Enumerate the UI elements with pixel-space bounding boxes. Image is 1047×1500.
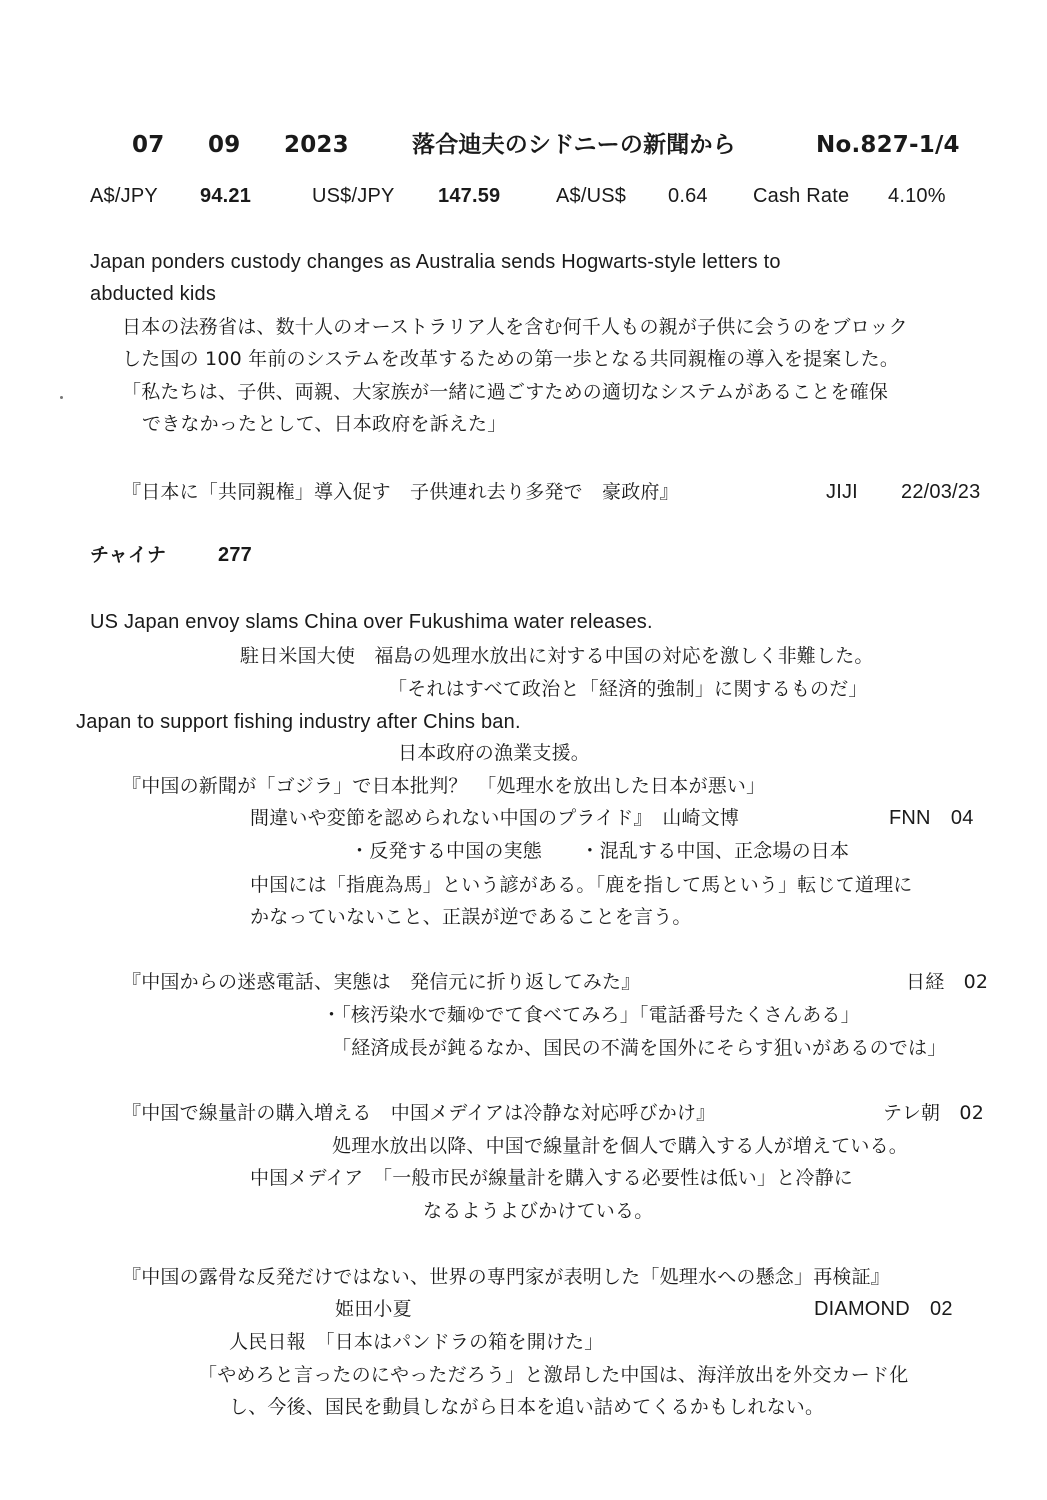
article2-jp-line1: 駐日米国大使 福島の処理水放出に対する中国の対応を激しく非難した。 (240, 645, 874, 667)
rate-usd-jpy-label: US$/JPY (312, 185, 395, 207)
article4-line2: 「経済成長が鈍るなか、国民の不満を国外にそらす狙いがあるのでは」 (332, 1037, 947, 1059)
article3-bullets: ・反発する中国の実態 ・混乱する中国、正念場の日本 (350, 840, 850, 862)
article5-line2: 中国メデイア 「一般市民が線量計を購入する必要性は低い」と冷静に (250, 1167, 854, 1189)
article4-source: 日経 02 (906, 971, 989, 993)
article2-en-line2: Japan to support fishing industry after Chins ban. (76, 711, 521, 733)
header-issue-number: No.827-1/4 (816, 132, 960, 158)
header-title: 落合迪夫のシドニーの新聞から (412, 132, 736, 158)
article1-headline-line2: abducted kids (90, 283, 217, 305)
article2-jp-line3: 日本政府の漁業支援。 (398, 742, 591, 764)
rate-aud-jpy-label: A$/JPY (90, 185, 158, 207)
article6-source: DIAMOND 02 (814, 1298, 953, 1320)
article2-jp-line2: 「それはすべて政治と「経済的強制」に関するものだ」 (388, 678, 868, 700)
rate-usd-jpy-value: 147.59 (438, 185, 501, 207)
cash-rate-value: 4.10% (888, 185, 946, 207)
header-date-year: 2023 (284, 132, 349, 158)
article1-quote-line2: できなかったとして、日本政府を訴えた」 (142, 413, 507, 435)
article5-line1: 処理水放出以降、中国で線量計を個人で購入する人が増えている。 (332, 1135, 909, 1157)
article3-title-line2: 間違いや変節を認められない中国のプライド』 山崎文博 (250, 807, 740, 829)
article4-title: 『中国からの迷惑電話、実態は 発信元に折り返してみた』 (122, 971, 641, 993)
article6-author: 姫田小夏 (335, 1298, 412, 1320)
article1-source-date: 22/03/23 (901, 481, 981, 503)
article1-source-title: 『日本に「共同親権」導入促す 子供連れ去り多発で 豪政府』 (122, 481, 679, 503)
article2-en-line1: US Japan envoy slams China over Fukushima water releases. (90, 611, 653, 633)
rate-aud-usd-value: 0.64 (668, 185, 708, 207)
header-date-day: 07 (132, 132, 165, 158)
article6-title: 『中国の露骨な反発だけではない、世界の専門家が表明した「処理水への懸念」再検証』 (122, 1266, 891, 1288)
article1-headline-line1: Japan ponders custody changes as Australia sends Hogwarts-style letters to (90, 251, 781, 273)
cash-rate-label: Cash Rate (753, 185, 850, 207)
scan-speck (60, 396, 63, 399)
article3-title-line1: 『中国の新聞が「ゴジラ」で日本批判？ 「処理水を放出した日本が悪い」 (122, 775, 766, 797)
article1-body-line2: した国の 100 年前のシステムを改革するための第一歩となる共同親権の導入を提案した。 (122, 348, 900, 370)
article6-line2: 「やめろと言ったのにやっただろう」と激昂した中国は、海洋放出を外交カード化 (198, 1364, 909, 1386)
article5-line3: なるようよびかけている。 (423, 1200, 654, 1222)
article3-body-line1: 中国には「指鹿為馬」という諺がある。「鹿を指して馬という」転じて道理に (250, 874, 913, 896)
section-name: チャイナ (90, 544, 167, 566)
article3-source: FNN 04 (889, 807, 974, 829)
article5-title: 『中国で線量計の購入増える 中国メデイアは冷静な対応呼びかけ』 (122, 1102, 716, 1124)
rate-aud-usd-label: A$/US$ (556, 185, 627, 207)
article4-line1: ・「核汚染水で麺ゆでて食べてみろ」「電話番号たくさんある」 (322, 1004, 860, 1026)
article1-body-line1: 日本の法務省は、数十人のオーストラリア人を含む何千人もの親が子供に会うのをブロック (122, 316, 908, 338)
section-number: 277 (218, 544, 252, 566)
rate-aud-jpy-value: 94.21 (200, 185, 252, 207)
article1-source-name: JIJI (826, 481, 858, 503)
article6-line3: し、今後、国民を動員しながら日本を追い詰めてくるかもしれない。 (229, 1396, 825, 1418)
article5-source: テレ朝 02 (883, 1102, 984, 1124)
article1-quote-line1: 「私たちは、子供、両親、大家族が一緒に過ごすための適切なシステムがあることを確保 (122, 381, 889, 403)
article6-line1: 人民日報 「日本はパンドラの箱を開けた」 (229, 1331, 604, 1353)
article3-body-line2: かなっていないこと、正誤が逆であることを言う。 (250, 906, 692, 928)
header-date-month: 09 (208, 132, 241, 158)
